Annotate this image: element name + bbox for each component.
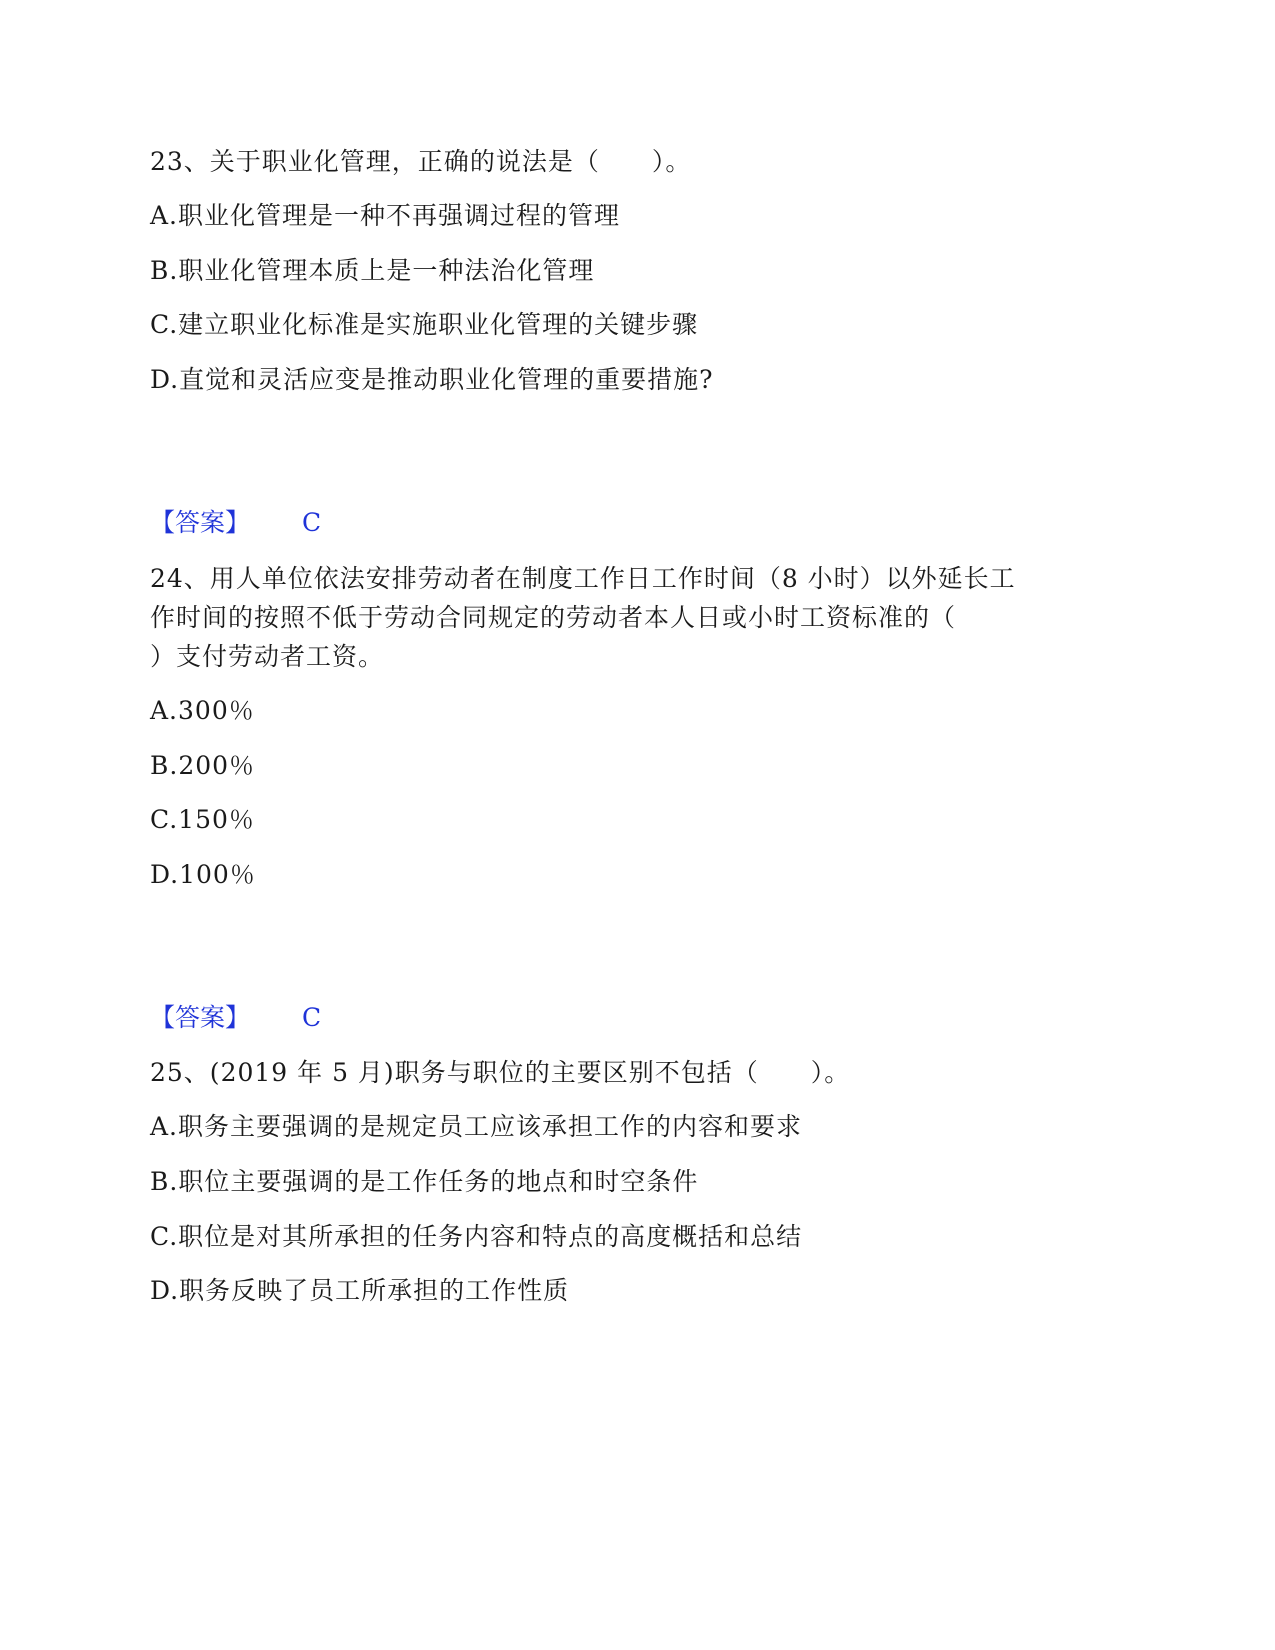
answer-value: C <box>302 1003 322 1032</box>
question-25-option-c: C.职位是对其所承担的任务内容和特点的高度概括和总结 <box>150 1222 803 1251</box>
question-23-option-c: C.建立职业化标准是实施职业化管理的关键步骤 <box>150 310 699 339</box>
question-23-option-d: D.直觉和灵活应变是推动职业化管理的重要措施? <box>150 365 714 394</box>
question-24-option-d: D.100％ <box>150 860 256 889</box>
answer-tag: 【答案】 <box>150 1003 251 1032</box>
question-24-stem-line-1: 24、用人单位依法安排劳动者在制度工作日工作时间（8 小时）以外延长工 <box>150 564 1016 593</box>
question-25-stem: 25、(2019 年 5 月)职务与职位的主要区别不包括（ ）。 <box>150 1058 851 1087</box>
question-23-option-b: B.职业化管理本质上是一种法治化管理 <box>150 256 595 285</box>
question-23-option-a: A.职业化管理是一种不再强调过程的管理 <box>150 201 621 230</box>
question-24-stem-line-2: 作时间的按照不低于劳动合同规定的劳动者本人日或小时工资标准的（ <box>150 603 957 632</box>
question-24-stem-line-3: ）支付劳动者工资。 <box>150 642 385 671</box>
question-25-option-d: D.职务反映了员工所承担的工作性质 <box>150 1276 570 1305</box>
question-24-option-c: C.150％ <box>150 805 255 834</box>
question-24-option-a: A.300％ <box>150 696 255 725</box>
question-24-option-b: B.200％ <box>150 751 256 780</box>
question-25-option-a: A.职务主要强调的是规定员工应该承担工作的内容和要求 <box>150 1112 803 1141</box>
question-23-answer <box>150 508 321 538</box>
question-25-option-b: B.职位主要强调的是工作任务的地点和时空条件 <box>150 1167 699 1196</box>
question-24-answer <box>150 1003 321 1033</box>
answer-tag: 【答案】 <box>150 508 251 537</box>
question-23-stem: 23、关于职业化管理，正确的说法是（ ）。 <box>150 147 692 176</box>
answer-value: C <box>302 508 322 537</box>
